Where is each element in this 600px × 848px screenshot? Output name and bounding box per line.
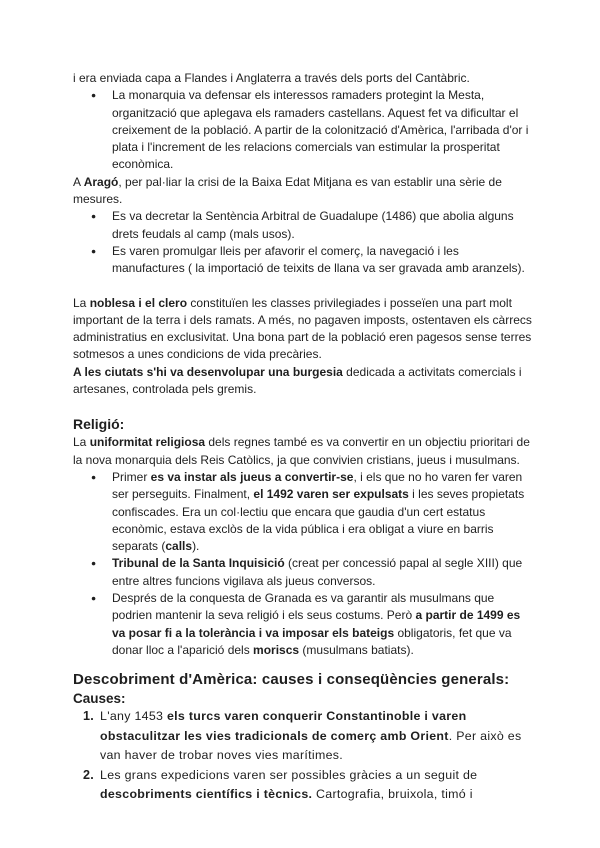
religio-heading: Religió: [73,416,125,433]
causes-label: Causes: [73,691,126,707]
list-number: 1. [83,709,95,724]
causes-list [73,707,533,805]
castella-list [73,87,533,173]
list-number: 2. [83,767,95,782]
descobriment-heading: Descobriment d'Amèrica: causes i conseqüències generals: [73,671,510,689]
list-item: ● Primer es va instar als jueus a convertir-se, i els que no ho varen fer varen ser perseguits. Finalment, el 1492 varen ser expulsats i les seves propietats confiscades. Era un col·lectiu que encara que gaudia d'un cert estatus econòmic, estava exclòs de la vida pública i era obligat a viure en barris separats (calls). [112,469,533,555]
document-page [73,70,533,805]
list-item: 2. Les grans expedicions varen ser possibles gràcies a un seguit de descobriments científics i tècnics. Cartografia, bruixola, timó i [83,767,478,802]
list-item: ● Després de la conquesta de Granada es va garantir als musulmans que podrien mantenir la seva religió i els seus costums. Però a partir de 1499 es va posar fi a la tolerància i va imposar els bateigs obligatoris, fet que va donar lloc a l'aparició dels moriscs (musulmans batiats). [112,590,533,659]
arago-list [73,208,533,277]
intro-line: i era enviada capa a Flandes i Anglaterra a través dels ports del Cantàbric. [73,71,470,85]
list-item: 1. L'any 1453 els turcs varen conquerir Constantinoble i varen obstaculitzar les vies tradicionals de comerç amb Orient. Per això es van haver de trobar noves vies marítimes. [83,709,522,763]
religio-list [73,469,533,659]
list-item: ● Tribunal de la Santa Inquisició (creat per concessió papal al segle XIII) que entre altres funcions vigilava als jueus conversos. [112,555,533,590]
religio-intro: La uniformitat religiosa dels regnes també es va convertir en un objectiu prioritari de la nova monarquia dels Reis Catòlics, ja que convivien cristians, jueus i musulmans. [73,435,530,467]
list-item: ● Es va decretar la Sentència Arbitral de Guadalupe (1486) que abolia alguns drets feudals al camp (mals usos). [112,208,533,243]
noblesa-paragraph: La noblesa i el clero constituïen les classes privilegiades i posseïen una part molt important de la terra i dels ramats. A més, no pagaven imposts, ostentaven els càrrecs administratius en exclusivitat. Una bona part de la població eren pagesos sense terres sotmesos a unes condicions de vida precàries. [73,295,532,362]
burgesia-paragraph: A les ciutats s'hi va desenvolupar una burgesia dedicada a activitats comercials i artesanes, controlada pels gremis. [73,364,522,397]
list-item: ● La monarquia va defensar els interessos ramaders protegint la Mesta, organització que aplegava els ramaders castellans. Aquest fet va dificultar el creixement de la població. A partir de la colonització d'Amèrica, l'arribada d'or i plata i l'increment de les relacions comercials van estimular la prosperitat econòmica. [112,87,533,173]
list-item: ● Es varen promulgar lleis per afavorir el comerç, la navegació i les manufactures ( la importació de teixits de llana va ser gravada amb aranzels). [112,243,533,278]
arago-paragraph: A Aragó, per pal·liar la crisi de la Baixa Edat Mitjana es van establir una sèrie de mesures. [73,174,502,207]
